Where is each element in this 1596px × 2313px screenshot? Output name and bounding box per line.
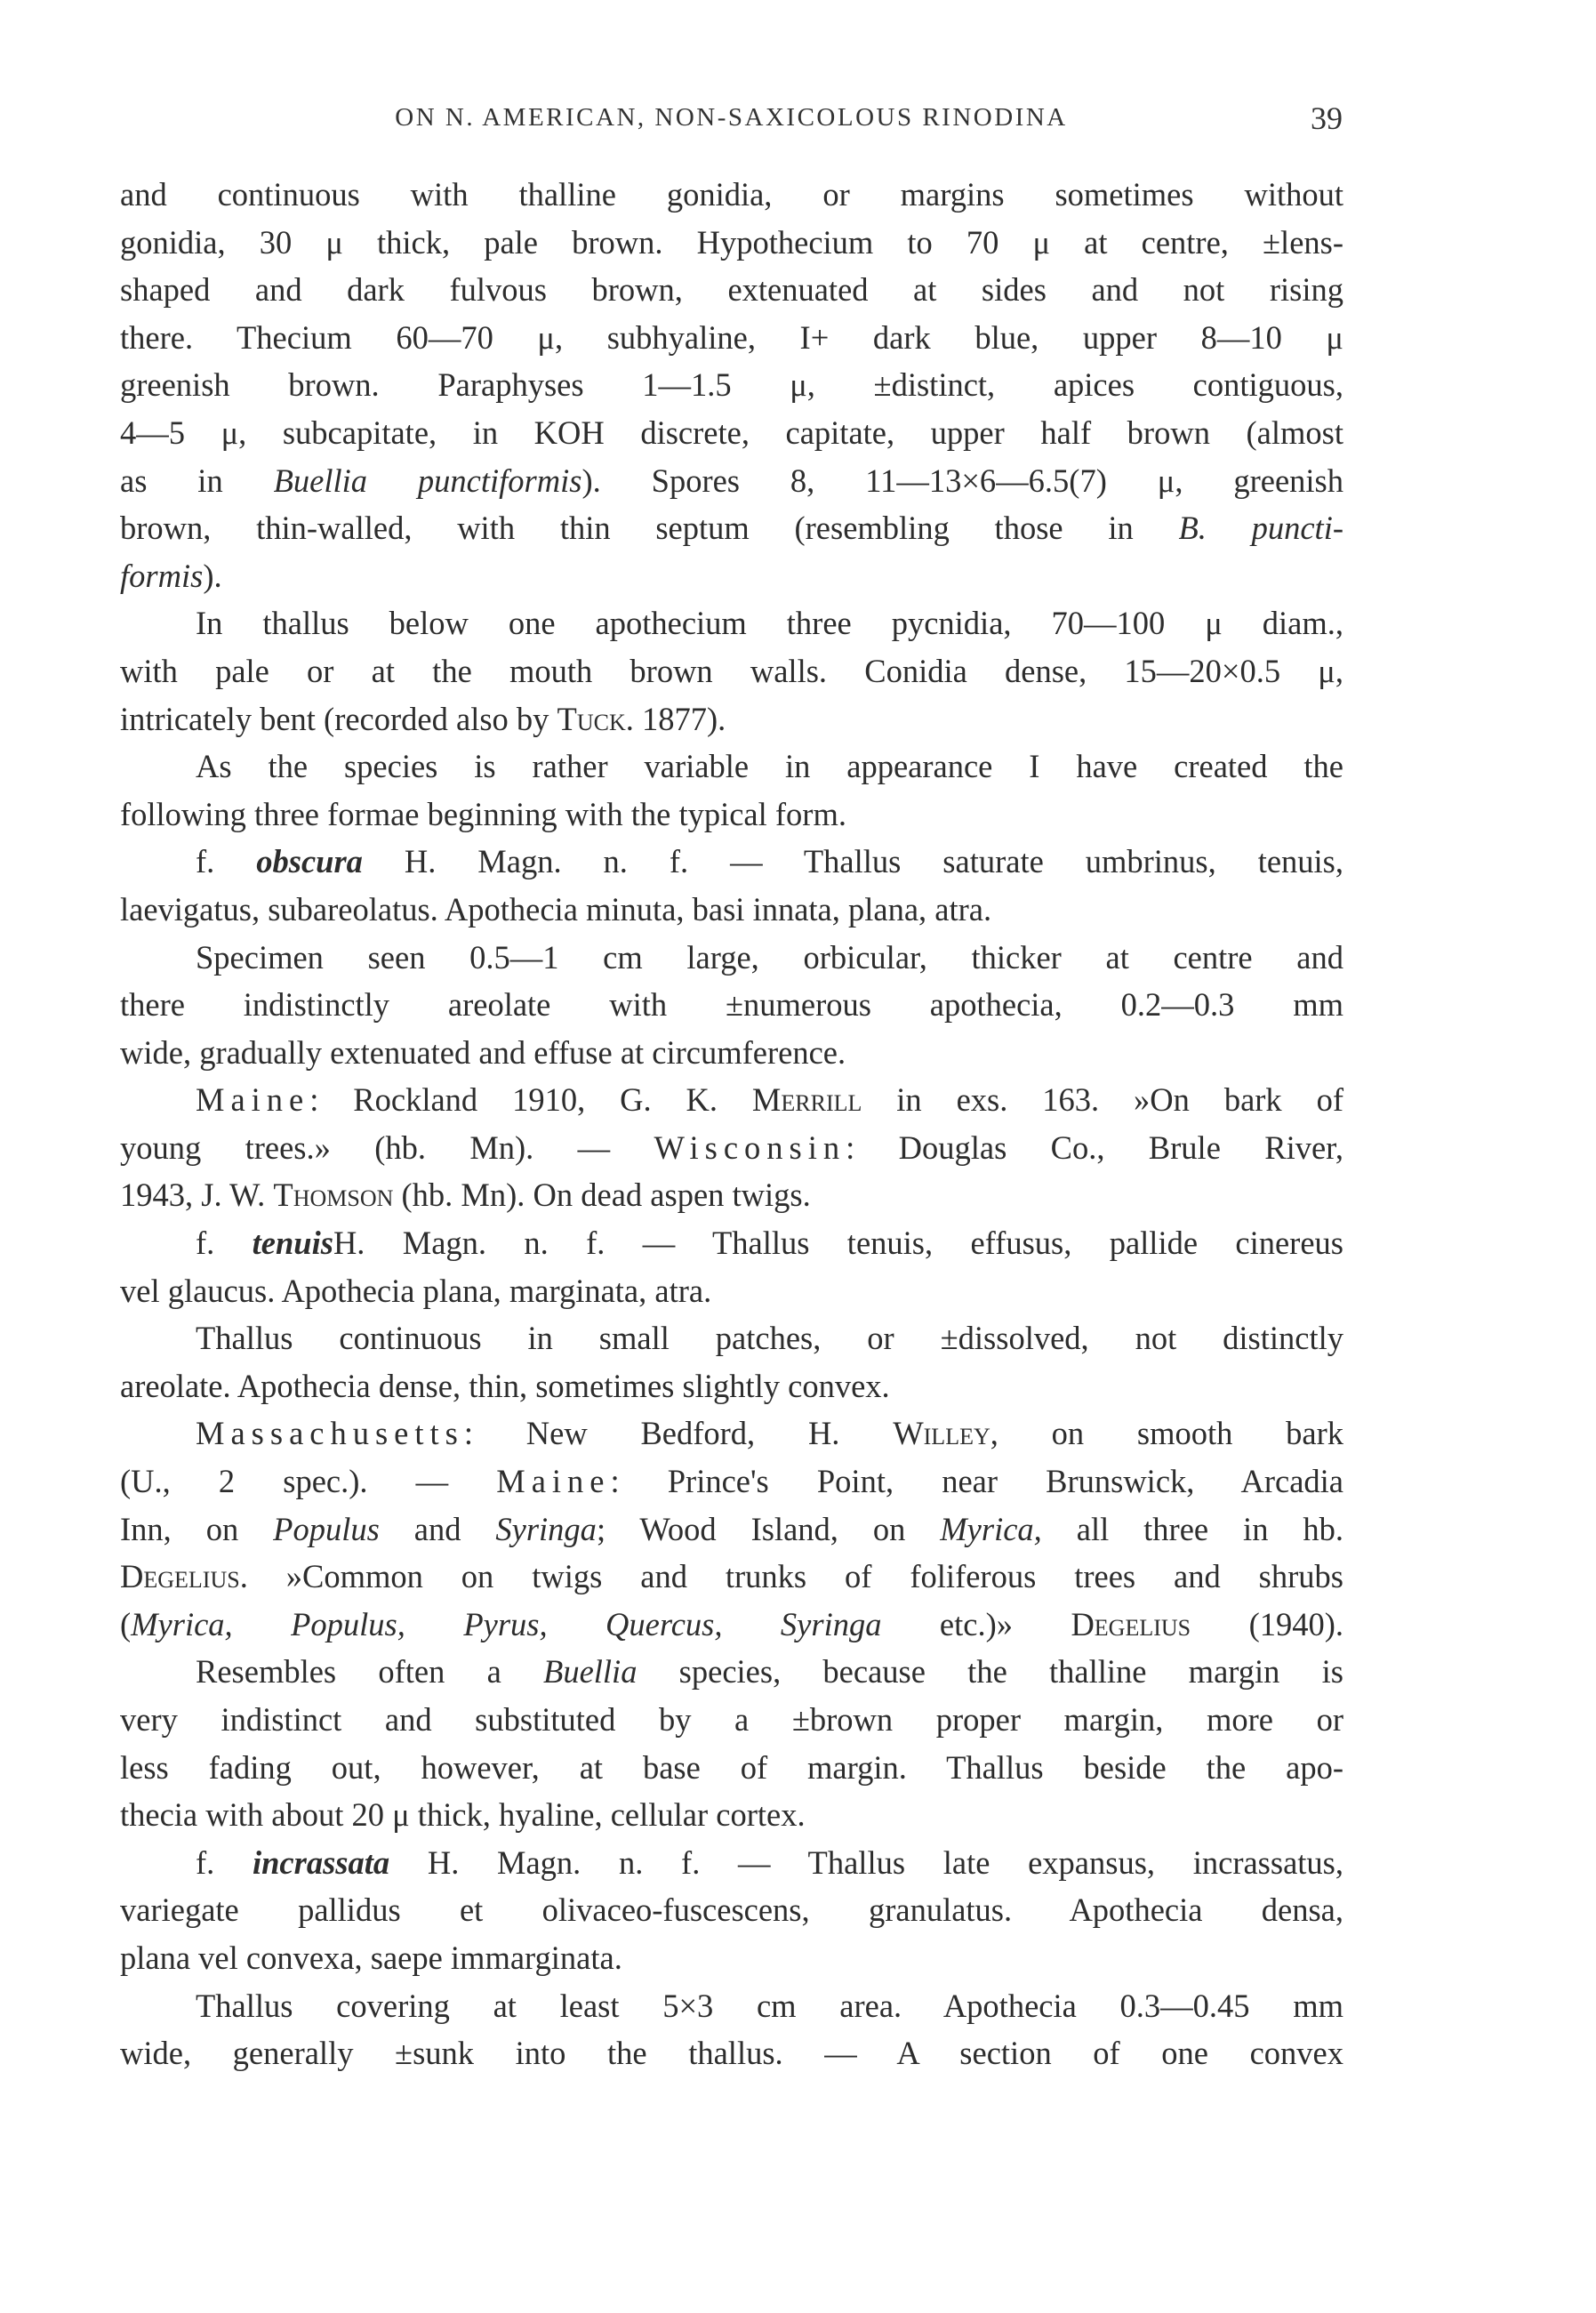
text-run: B. puncti- bbox=[1178, 510, 1343, 547]
text-run: there indistinctly areolate with ±numerous apothecia, 0.2—0.3 mm bbox=[120, 986, 1343, 1024]
text-line bbox=[120, 1982, 1343, 2030]
text-line bbox=[120, 1886, 1343, 1934]
text-run: Myrica, Populus, Pyrus, Quercus, Syringa bbox=[131, 1605, 882, 1642]
text-run: incrassata bbox=[252, 1843, 390, 1881]
text-run: all three in hb. bbox=[1041, 1510, 1344, 1547]
text-run: thecia with about 20 μ thick, hyaline, cellular cortex. bbox=[120, 1796, 806, 1834]
text-line bbox=[120, 2029, 1343, 2077]
text-line bbox=[120, 266, 1343, 314]
text-run: Buellia punctiformis bbox=[273, 462, 582, 499]
text-line bbox=[120, 409, 1343, 457]
text-line bbox=[120, 1029, 1343, 1077]
text-line bbox=[120, 599, 1343, 647]
text-run: etc.)» bbox=[881, 1605, 1071, 1642]
text-line bbox=[120, 1458, 1343, 1506]
text-line bbox=[120, 171, 1343, 219]
text-line bbox=[120, 361, 1343, 409]
text-run: intricately bent (recorded also by bbox=[120, 700, 557, 737]
text-run: there. Thecium 60—70 μ, subhyaline, I+ dark blue, upper 8—10 μ bbox=[120, 318, 1343, 356]
text-run: f. bbox=[196, 1843, 253, 1881]
body-text bbox=[120, 171, 1343, 2077]
text-run: young trees.» (hb. Mn). — bbox=[120, 1128, 654, 1166]
text-run: and continuous with thalline gonidia, or margins sometimes without bbox=[120, 176, 1343, 213]
text-run: H. Magn. n. f. — Thallus tenuis, effusus, pallide cinereus bbox=[333, 1225, 1343, 1262]
text-run: Thallus continuous in small patches, or ±dissolved, not distinctly bbox=[196, 1320, 1343, 1357]
text-run: ( bbox=[120, 1605, 132, 1642]
text-run: species, because the thalline margin is bbox=[637, 1653, 1343, 1691]
text-run: Willey bbox=[893, 1415, 990, 1452]
text-line bbox=[120, 1124, 1343, 1172]
text-run: wide, gradually extenuated and effuse at circumference. bbox=[120, 1033, 846, 1071]
text-run: ). bbox=[203, 557, 222, 594]
page-number: 39 bbox=[1311, 100, 1343, 136]
text-run: f. bbox=[196, 843, 257, 880]
text-run: : Prince's Point, near Brunswick, Arcadia bbox=[610, 1463, 1344, 1500]
text-run: (1940). bbox=[1191, 1605, 1343, 1642]
text-run: tenuis bbox=[252, 1225, 333, 1262]
text-run: : Douglas Co., Brule River, bbox=[846, 1128, 1343, 1166]
text-run: 4—5 μ, subcapitate, in KOH discrete, capitate, upper half brown (almost bbox=[120, 414, 1343, 451]
text-run: f. bbox=[196, 1225, 253, 1262]
text-line bbox=[120, 791, 1343, 839]
text-line bbox=[120, 1934, 1343, 1982]
text-run: formis bbox=[120, 557, 204, 594]
text-line bbox=[120, 981, 1343, 1029]
text-line bbox=[120, 1553, 1343, 1601]
text-run: brown, thin-walled, with thin septum (resembling those in bbox=[120, 510, 1179, 547]
text-run: plana vel convexa, saepe immarginata. bbox=[120, 1939, 622, 1976]
text-line bbox=[120, 647, 1343, 695]
running-title: ON N. AMERICAN, NON-SAXICOLOUS RINODINA bbox=[395, 103, 1068, 132]
text-run: H. Magn. n. f. — Thallus late expansus, incrassatus, bbox=[389, 1843, 1344, 1881]
text-run: shaped and dark fulvous brown, extenuated at sides and not rising bbox=[120, 271, 1343, 309]
text-line bbox=[120, 1601, 1343, 1649]
text-line bbox=[120, 1314, 1343, 1362]
text-run: Resembles often a bbox=[196, 1653, 544, 1691]
text-run: variegate pallidus et olivaceo-fuscescens, granulatus. Apothecia densa, bbox=[120, 1891, 1343, 1929]
text-run: vel glaucus. Apothecia plana, marginata, atra. bbox=[120, 1272, 712, 1309]
text-line bbox=[120, 1696, 1343, 1744]
text-line bbox=[120, 504, 1343, 552]
text-run: Tuck bbox=[557, 700, 626, 737]
text-line bbox=[120, 1506, 1343, 1554]
text-run: greenish brown. Paraphyses 1—1.5 μ, ±distinct, apices contiguous, bbox=[120, 366, 1343, 404]
text-run: . 1877). bbox=[625, 700, 726, 737]
text-run: In thallus below one apothecium three pycnidia, 70—100 μ diam., bbox=[196, 605, 1343, 642]
text-run: . »Common on twigs and trunks of foliferous trees and shrubs bbox=[239, 1558, 1343, 1595]
text-line bbox=[120, 1744, 1343, 1792]
text-run: Massachusetts bbox=[196, 1415, 464, 1452]
text-run: ). Spores 8, 11—13×6—6.5(7) μ, greenish bbox=[581, 462, 1344, 499]
text-line bbox=[120, 1076, 1343, 1124]
text-run: H. Magn. n. f. — Thallus saturate umbrinus, tenuis, bbox=[362, 843, 1344, 880]
text-run: 1943, J. W. bbox=[120, 1177, 274, 1214]
text-line bbox=[120, 743, 1343, 791]
text-run: Merrill bbox=[751, 1081, 862, 1119]
text-run: : New Bedford, H. bbox=[463, 1415, 894, 1452]
text-run: : Rockland 1910, G. K. bbox=[309, 1081, 752, 1119]
text-run: as in bbox=[120, 462, 274, 499]
text-run: in exs. 163. »On bark of bbox=[862, 1081, 1343, 1119]
text-run: obscura bbox=[256, 843, 363, 880]
text-line bbox=[120, 314, 1343, 362]
text-line bbox=[120, 1171, 1343, 1219]
text-run: following three formae beginning with the typical form. bbox=[120, 795, 846, 832]
text-run: Wisconsin bbox=[654, 1128, 846, 1166]
text-run: Thallus covering at least 5×3 cm area. Apothecia 0.3—0.45 mm bbox=[196, 1987, 1343, 2024]
text-line bbox=[120, 886, 1343, 934]
text-line bbox=[120, 1648, 1343, 1696]
text-run: Thomson bbox=[273, 1177, 394, 1214]
text-run: and bbox=[379, 1510, 496, 1547]
text-run: Myrica, bbox=[940, 1510, 1042, 1547]
text-run: less fading out, however, at base of margin. Thallus beside the apo- bbox=[120, 1748, 1343, 1786]
text-run: Maine bbox=[496, 1463, 611, 1500]
text-run: Syringa bbox=[495, 1510, 597, 1547]
text-run: wide, generally ±sunk into the thallus. — A section of one convex bbox=[120, 2035, 1343, 2072]
text-line bbox=[120, 1409, 1343, 1458]
text-run: areolate. Apothecia dense, thin, sometimes slightly convex. bbox=[120, 1367, 890, 1404]
text-line bbox=[120, 219, 1343, 267]
text-line bbox=[120, 1219, 1343, 1267]
text-line bbox=[120, 1267, 1343, 1315]
text-run: Maine bbox=[196, 1081, 310, 1119]
text-run: , on smooth bark bbox=[990, 1415, 1343, 1452]
text-line bbox=[120, 695, 1343, 743]
text-run: very indistinct and substituted by a ±brown proper margin, more or bbox=[120, 1701, 1343, 1738]
text-run: laevigatus, subareolatus. Apothecia minuta, basi innata, plana, atra. bbox=[120, 890, 992, 928]
text-run: ; Wood Island, on bbox=[596, 1510, 941, 1547]
text-run: Degelius bbox=[1071, 1605, 1191, 1642]
text-run: Buellia bbox=[543, 1653, 638, 1691]
text-run: Populus bbox=[273, 1510, 380, 1547]
text-line bbox=[120, 457, 1343, 505]
text-run: (hb. Mn). On dead aspen twigs. bbox=[393, 1177, 811, 1214]
text-line bbox=[120, 1839, 1343, 1887]
text-line bbox=[120, 934, 1343, 982]
text-run: with pale or at the mouth brown walls. Conidia dense, 15—20×0.5 μ, bbox=[120, 652, 1343, 689]
text-run: Specimen seen 0.5—1 cm large, orbicular, thicker at centre and bbox=[196, 938, 1343, 976]
text-line bbox=[120, 1362, 1343, 1410]
text-run: (U., 2 spec.). — bbox=[120, 1463, 497, 1500]
text-run: Inn, on bbox=[120, 1510, 274, 1547]
text-run: As the species is rather variable in appearance I have created the bbox=[196, 748, 1343, 785]
text-run: gonidia, 30 μ thick, pale brown. Hypothecium to 70 μ at centre, ±lens- bbox=[120, 223, 1343, 261]
text-line bbox=[120, 552, 1343, 600]
text-line bbox=[120, 838, 1343, 886]
text-line bbox=[120, 1791, 1343, 1839]
running-head bbox=[120, 100, 1343, 146]
text-run: Degelius bbox=[120, 1558, 240, 1595]
